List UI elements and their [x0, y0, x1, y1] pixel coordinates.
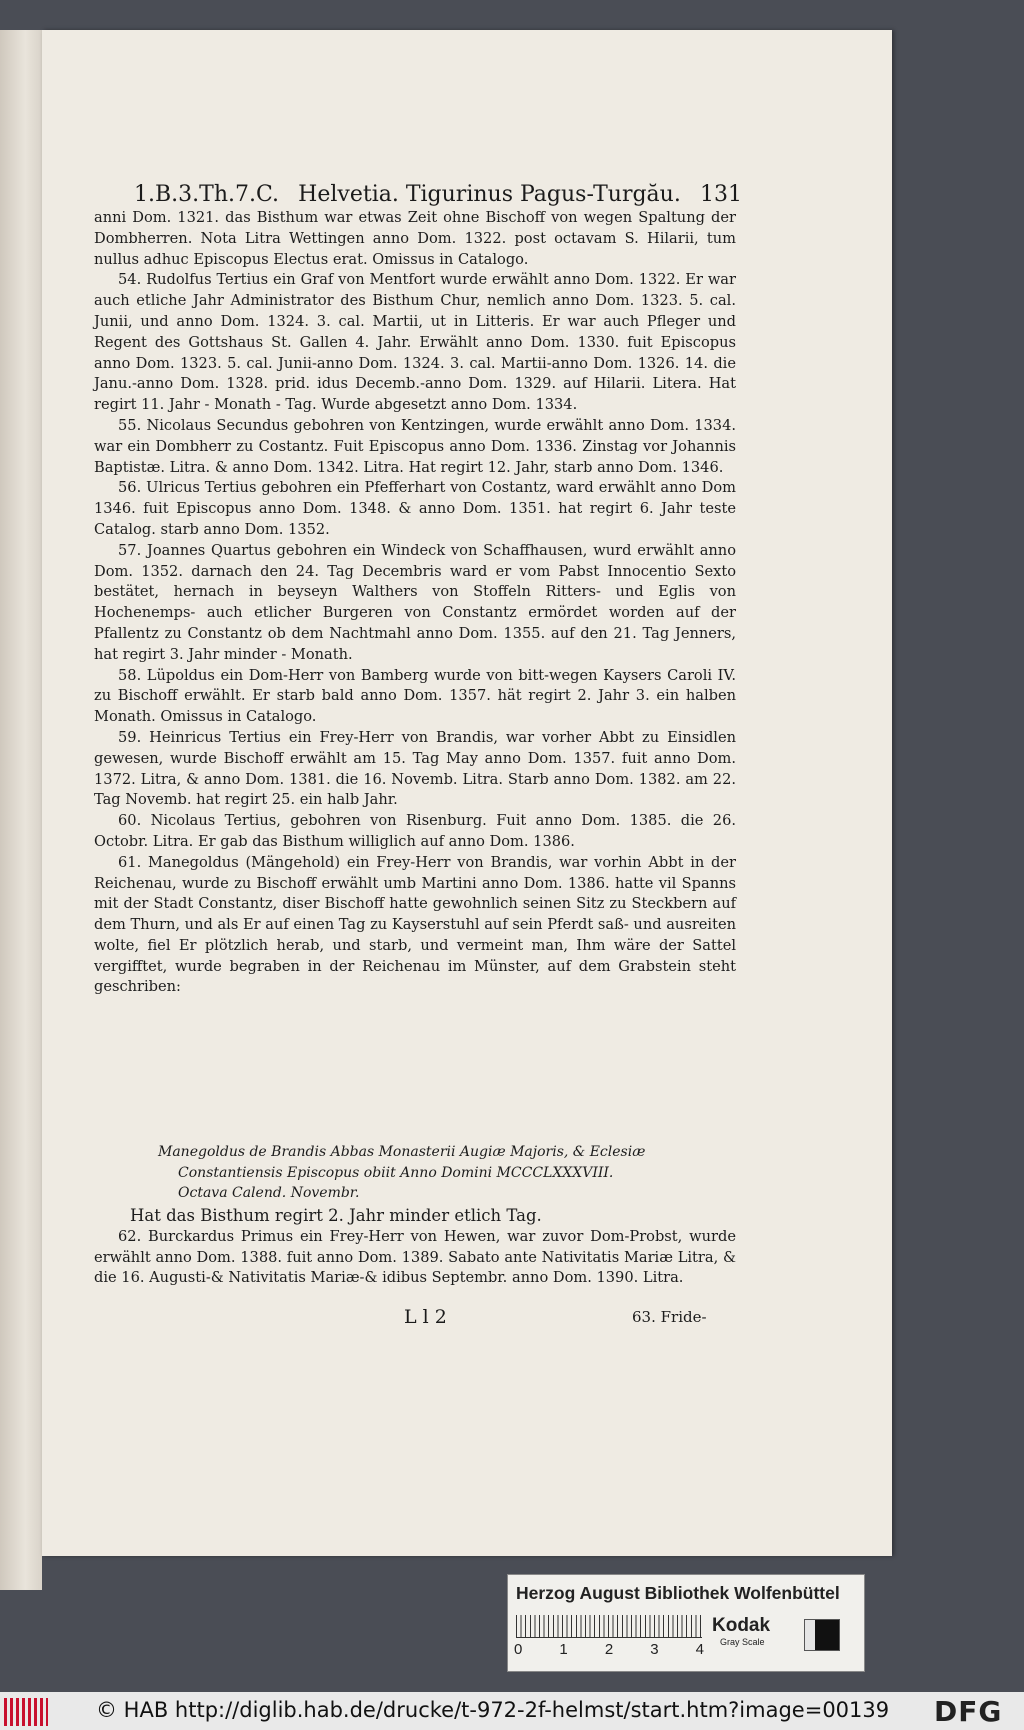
ruler-number: 3 [650, 1641, 659, 1658]
ruler-numbers [514, 1641, 704, 1658]
text-paragraph: 60. Nicolaus Tertius, gebohren von Risenburg. Fuit anno Dom. 1385. die 26. Octobr. Litra. Er gab das Bisthum williglich auf anno Dom. 1386. [94, 812, 736, 850]
dfg-logo: DFG [934, 1695, 1003, 1728]
gray-scale-label: Gray Scale [720, 1637, 765, 1647]
library-color-card [507, 1574, 865, 1672]
ruler-number: 1 [559, 1641, 568, 1658]
ruler-number: 2 [604, 1641, 614, 1658]
closing-text [94, 1206, 736, 1289]
source-url-link[interactable]: © HAB http://diglib.hab.de/drucke/t-972-2f-helmst/start.htm?image=00139 [96, 1698, 890, 1722]
grave-inscription [158, 1142, 698, 1204]
text-paragraph: 57. Joannes Quartus gebohren ein Windeck von Schaffhausen, wurd erwählt anno Dom. 1352. darnach den 24. Tag Decembris ward er vom Pabst Innocentio Sexto bestätet, hernach in beyseyn Walthers von Stoffeln Ritters- und Eglis von Hochenemps- auch etlicher Burgeren von Constantz ermördet worden auf der Pfallentz zu Constantz ob dem Nachtmahl anno Dom. 1355. auf den 21. Tag Jenners, hat regirt 3. Jahr minder - Monath. [94, 541, 736, 663]
barcode-icon [4, 1698, 48, 1726]
page-header [134, 182, 742, 207]
page-number: 131 [699, 182, 742, 207]
text-paragraph: 54. Rudolfus Tertius ein Graf von Mentfort wurde erwählt anno Dom. 1322. Er war auch etliche Jahr Administrator des Bisthum Chur, nemlich anno Dom. 1323. 5. cal. Junii, und anno Dom. 1324. 3. cal. Martii, ut in Litteris. Er war auch Pfleger und Regent des Gottshaus St. Gallen 4. Jahr. Erwählt anno Dom. 1330. fuit Episcopus anno Dom. 1323. 5. cal. Junii-anno Dom. 1324. 3. cal. Martii-anno Dom. 1326. 14. die Janu.-anno Dom. 1328. prid. idus Decemb.-anno Dom. 1329. auf Hilarii. Litera. Hat regirt 11. Jahr - Monath - Tag. Wurde abgesetzt anno Dom. 1334. [94, 271, 736, 414]
reign-note: Hat das Bisthum regirt 2. Jahr minder etlich Tag. [130, 1206, 542, 1225]
ruler-number: 0 [514, 1641, 523, 1658]
ruler-scale [516, 1615, 702, 1638]
text-paragraph: 58. Lüpoldus ein Dom-Herr von Bamberg wurde von bitt-wegen Kaysers Caroli IV. zu Bischoff erwählt. Er starb bald anno Dom. 1357. hät regirt 2. Jahr 3. ein halben Monath. Omissus in Catalogo. [94, 666, 736, 726]
signature-mark: L l 2 [404, 1306, 447, 1328]
inscription-line: Octava Calend. Novembr. [178, 1185, 360, 1201]
inscription-line: Constantiensis Episcopus obiit Anno Domini MCCCLXXXVIII. [178, 1164, 614, 1181]
ruler-number: 4 [695, 1641, 704, 1658]
text-paragraph: 59. Heinricus Tertius ein Frey-Herr von Brandis, war vorher Abbt zu Einsidlen gewesen, wurde Bischoff erwählt am 15. Tag May anno Dom. 1357. fuit anno Dom. 1372. Litra, & anno Dom. 1381. die 16. Novemb. Litra. Starb anno Dom. 1382. am 22. Tag Novemb. hat regirt 25. ein halb Jahr. [94, 728, 736, 809]
text-paragraph: 62. Burckardus Primus ein Frey-Herr von Hewen, war zuvor Dom-Probst, wurde erwählt anno Dom. 1388. fuit anno Dom. 1389. Sabato ante Nativitatis Mariæ Litra, & die 16. Augusti-& Nativitatis Mariæ-& idibus Septembr. anno Dom. 1390. Litra. [94, 1227, 736, 1287]
kodak-label: Kodak [712, 1615, 771, 1636]
text-paragraph: 55. Nicolaus Secundus gebohren von Kentzingen, wurde erwählt anno Dom. 1334. war ein Dombherr zu Costantz. Fuit Episcopus anno Dom. 1336. Zinstag vor Johannis Baptistæ. Litra. & anno Dom. 1342. Litra. Hat regirt 12. Jahr, starb anno Dom. 1346. [94, 416, 736, 476]
header-section-ref: 1.B.3.Th.7.C. [134, 182, 280, 207]
text-paragraph: anni Dom. 1321. das Bisthum war etwas Zeit ohne Bischoff von wegen Spaltung der Dombherren. Nota Litra Wettingen anno Dom. 1322. post octavam S. Hilarii, tum nullus adhuc Episcopus Electus erat. Omissus in Catalogo. [94, 209, 736, 268]
catchword: 63. Fride- [632, 1308, 707, 1326]
previous-page-edge [0, 30, 42, 1590]
viewer-footer-bar [0, 1692, 1024, 1730]
text-paragraph: 61. Manegoldus (Mängehold) ein Frey-Herr von Brandis, war vorhin Abbt in der Reichenau, wurde zu Bischoff erwählt umb Martini anno Dom. 1386. hatte vil Spanns mit der Stadt Constantz, diser Bischoff hatte gewohnlich seinen Sitz zu Steckbern auf dem Thurn, und als Er auf einen Tag zu Kayserstuhl auf sein Pferdt saß- und ausreiten wolte, fiel Er plötzlich herab, und starb, und vermeint man, Ihm wäre der Sattel vergifftet, wurde begraben in der Reichenau im Münster, auf dem Grabstein steht geschriben: [94, 853, 736, 996]
gray-scale-patch [804, 1619, 840, 1651]
header-title: Helvetia. Tigurinus Pagus-Turgău. [298, 182, 681, 207]
inscription-line: Manegoldus de Brandis Abbas Monasterii Augiæ Majoris, & Eclesiæ [158, 1144, 646, 1160]
main-text [94, 208, 736, 998]
library-name: Herzog August Bibliothek Wolfenbüttel [516, 1583, 840, 1603]
text-paragraph: 56. Ulricus Tertius gebohren ein Pfefferhart von Costantz, ward erwählt anno Dom 1346. fuit Episcopus anno Dom. 1348. & anno Dom. 1351. hat regirt 6. Jahr teste Catalog. starb anno Dom. 1352. [94, 479, 736, 538]
